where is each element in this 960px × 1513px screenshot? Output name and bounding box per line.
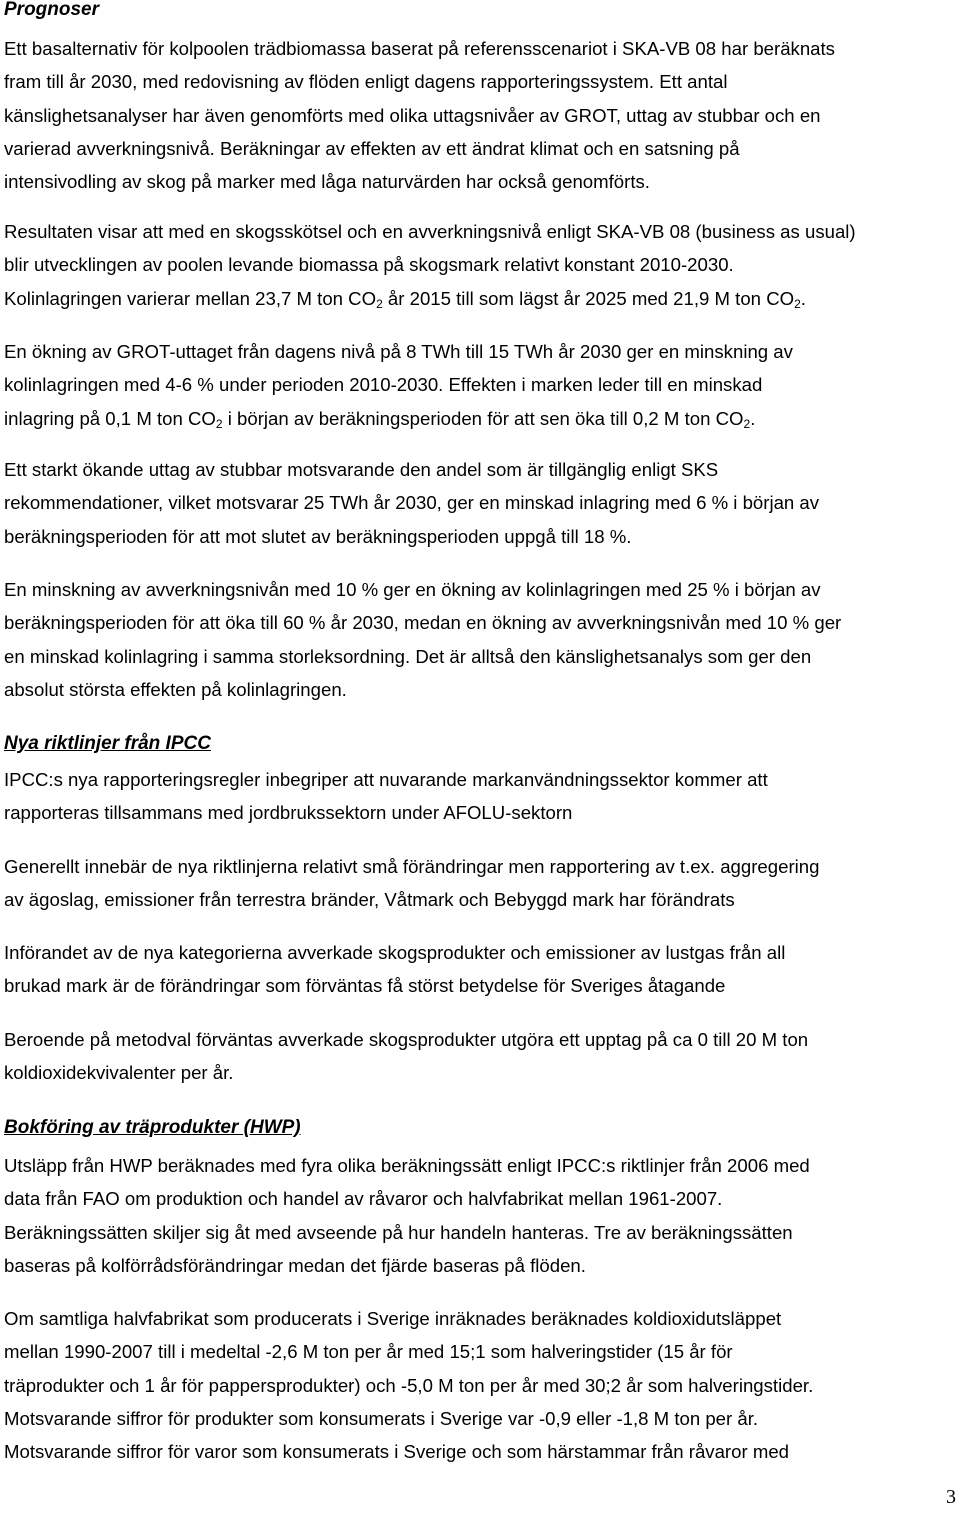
paragraph <box>4 850 819 917</box>
page-number: 3 <box>946 1486 956 1508</box>
section-hwp <box>4 1118 301 1137</box>
text-line: Resultaten visar att med en skogsskötsel och en avverkningsnivå enligt SKA-VB 08 (business as usual) <box>4 221 856 242</box>
text-line: brukad mark är de förändringar som förväntas få störst betydelse för Sveriges åtagande <box>4 975 726 997</box>
text-line: Införandet av de nya kategorierna avverkade skogsprodukter och emissioner av lustgas från all <box>4 942 786 963</box>
text-segment: i början av beräkningsperioden för att sen öka till 0,2 M ton CO <box>222 407 744 429</box>
paragraph <box>4 573 841 706</box>
paragraph <box>4 936 785 1003</box>
section-prognoser <box>4 0 99 19</box>
text-line: träprodukter och 1 år för pappersprodukter) och -5,0 M ton per år med 30;2 år som halveringstider. <box>4 1374 814 1396</box>
text-line <box>4 282 856 315</box>
subscript: 2 <box>215 416 223 431</box>
text-line: av ägoslag, emissioner från terrestra bränder, Våtmark och Bebyggd mark har förändrats <box>4 889 735 911</box>
text-line: absolut största effekten på kolinlagringen. <box>4 678 347 700</box>
text-line: Generellt innebär de nya riktlinjerna relativt små förändringar men rapportering av t.ex. aggregering <box>4 856 820 877</box>
text-line: koldioxidekvivalenter per år. <box>4 1062 234 1084</box>
text-segment: Kolinlagringen varierar mellan 23,7 M ton CO <box>4 287 377 309</box>
text-line: En ökning av GROT-uttaget från dagens nivå på 8 TWh till 15 TWh år 2030 ger en minskning av <box>4 341 793 362</box>
section-heading: Nya riktlinjer från IPCC <box>4 733 211 754</box>
text-line: känslighetsanalyser har även genomförts med olika uttagsnivåer av GROT, uttag av stubbar och en <box>4 104 821 126</box>
text-line: Beroende på metodval förväntas avverkade skogsprodukter utgöra ett upptag på ca 0 till 20 M ton <box>4 1029 809 1050</box>
text-line: intensivodling av skog på marker med låga naturvärden har också genomförts. <box>4 171 650 193</box>
text-line: Om samtliga halvfabrikat som producerats i Sverige inräknades beräknades koldioxidutsläppet <box>4 1308 782 1329</box>
text-line: data från FAO om produktion och handel av råvaror och halvfabrikat mellan 1961-2007. <box>4 1188 723 1210</box>
text-line: Ett starkt ökande uttag av stubbar motsvarande den andel som är tillgänglig enligt SKS <box>4 459 719 480</box>
text-line: mellan 1990-2007 till i medeltal -2,6 M ton per år med 15;1 som halveringstider (15 år för <box>4 1341 733 1363</box>
text-segment: . <box>800 287 806 309</box>
paragraph <box>4 763 768 830</box>
paragraph <box>4 1149 810 1282</box>
text-line: Utsläpp från HWP beräknades med fyra olika beräkningssätt enligt IPCC:s riktlinjer från 2006 med <box>4 1155 810 1176</box>
text-line: rekommendationer, vilket motsvarar 25 TWh år 2030, ger en minskad inlagring med 6 % i början av <box>4 492 820 514</box>
paragraph <box>4 215 856 315</box>
section-heading: Bokföring av träprodukter (HWP) <box>4 1117 301 1138</box>
text-line: Beräkningssätten skiljer sig åt med avseende på hur handeln hanteras. Tre av beräkningssätten <box>4 1221 793 1243</box>
text-line: rapporteras tillsammans med jordbrukssektorn under AFOLU-sektorn <box>4 802 573 824</box>
section-heading: Prognoser <box>4 0 100 20</box>
paragraph <box>4 32 835 198</box>
text-segment: inlagring på 0,1 M ton CO <box>4 407 216 429</box>
text-line: en minskad kolinlagring i samma storleksordning. Det är alltså den känslighetsanalys som ger den <box>4 645 812 667</box>
text-line: blir utvecklingen av poolen levande biomassa på skogsmark relativt konstant 2010-2030. <box>4 254 734 276</box>
text-line: beräkningsperioden för att mot slutet av beräkningsperioden uppgå till 18 %. <box>4 525 632 547</box>
subscript: 2 <box>743 416 751 431</box>
section-ipcc <box>4 734 211 753</box>
text-line: Motsvarande siffror för varor som konsumerats i Sverige och som härstammar från råvaror med <box>4 1441 789 1463</box>
paragraph <box>4 1302 813 1468</box>
text-line: Motsvarande siffror för produkter som konsumerats i Sverige var -0,9 eller -1,8 M ton per år. <box>4 1407 759 1429</box>
text-line <box>4 402 793 435</box>
text-line: fram till år 2030, med redovisning av flöden enligt dagens rapporteringssystem. Ett antal <box>4 71 728 93</box>
paragraph <box>4 453 819 553</box>
subscript: 2 <box>376 296 383 311</box>
text-line: En minskning av avverkningsnivån med 10 % ger en ökning av kolinlagringen med 25 % i början av <box>4 579 821 600</box>
text-line: IPCC:s nya rapporteringsregler inbegriper att nuvarande markanvändningssektor kommer att <box>4 769 768 790</box>
text-line: baseras på kolförrådsförändringar medan det fjärde baseras på flöden. <box>4 1254 586 1276</box>
text-line: varierad avverkningsnivå. Beräkningar av effekten av ett ändrat klimat och en satsning på <box>4 137 740 159</box>
text-segment: . <box>750 407 756 429</box>
text-line: kolinlagringen med 4-6 % under perioden 2010-2030. Effekten i marken leder till en minskad <box>4 374 763 396</box>
text-line: Ett basalternativ för kolpoolen trädbiomassa baserat på referensscenariot i SKA-VB 08 har beräknats <box>4 38 835 59</box>
subscript: 2 <box>794 296 801 311</box>
text-line: beräkningsperioden för att öka till 60 % år 2030, medan en ökning av avverkningsnivån med 10 % ger <box>4 612 842 634</box>
paragraph <box>4 1023 808 1090</box>
text-segment: år 2015 till som lägst år 2025 med 21,9 M ton CO <box>382 287 795 309</box>
paragraph <box>4 335 793 435</box>
